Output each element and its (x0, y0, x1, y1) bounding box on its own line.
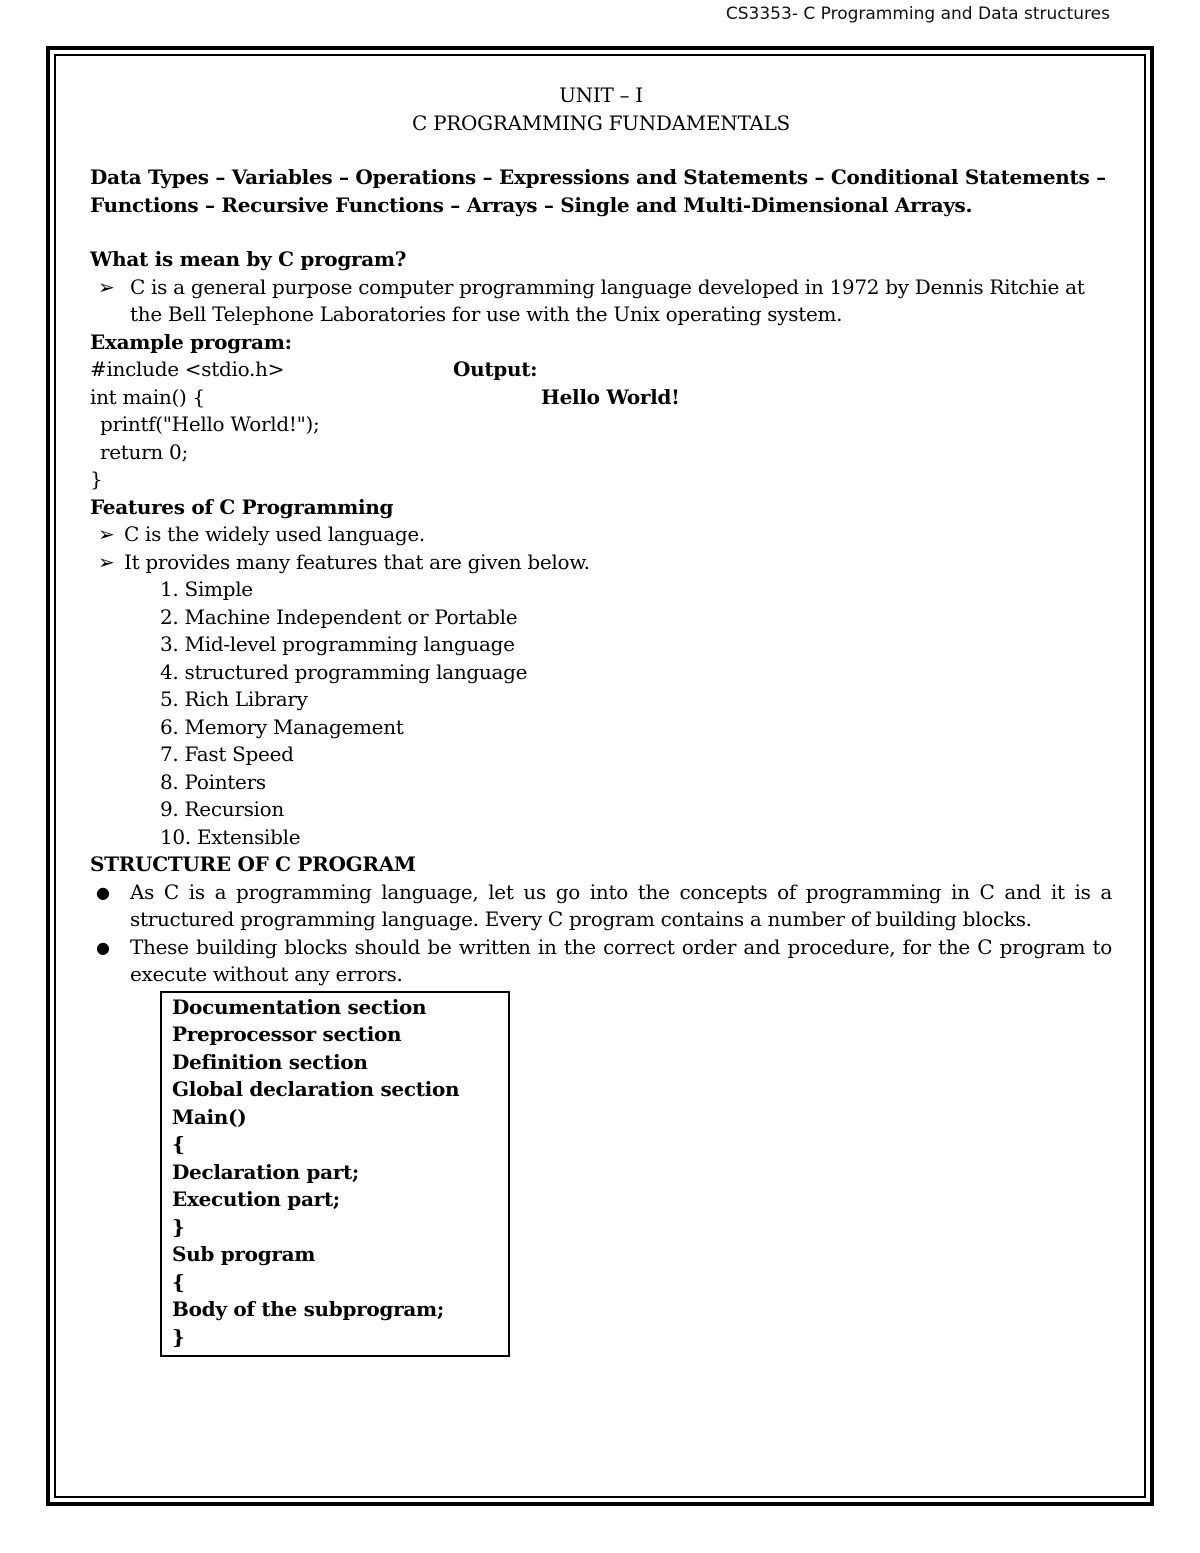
feature-item: 10. Extensible (160, 824, 301, 849)
program-structure-box (160, 991, 510, 1358)
structure-line: Documentation section (172, 994, 427, 1019)
document-body (90, 82, 1112, 1357)
structure-line: Preprocessor section (172, 1022, 402, 1046)
topics-line-1: Data Types – Variables – Operations – Expressions and Statements – Conditional Statements – (90, 165, 1106, 189)
what-is-c-body-2: the Bell Telephone Laboratories for use with the Unix operating system. (130, 302, 843, 326)
structure-line: { (172, 1132, 185, 1156)
structure-line: Body of the subprogram; (172, 1297, 444, 1321)
arrow-bullet-icon: ➢ (98, 522, 115, 546)
output-label: Output: (453, 357, 538, 381)
what-is-c-heading: What is mean by C program? (90, 247, 407, 271)
arrow-bullet-icon: ➢ (98, 274, 115, 299)
topics-line-2: Functions – Recursive Functions – Arrays – Single and Multi-Dimensional Arrays. (90, 192, 973, 217)
feature-item: 8. Pointers (160, 769, 266, 794)
structure-line: Global declaration section (172, 1077, 460, 1101)
output-value: Hello World! (541, 384, 680, 409)
round-bullet-icon: ● (96, 937, 110, 957)
structure-line: Main() (172, 1104, 247, 1129)
structure-bullet: ● As C is a programming language, let us go into the concepts of programming in C and it is a structured programming language. Every C program contains a number of building blocks. (90, 879, 1112, 934)
page-header: CS3353- C Programming and Data structures (725, 4, 1110, 24)
what-is-c-item (90, 274, 1112, 329)
what-is-c-body-1: C is a general purpose computer programming language developed in 1972 by Dennis Ritchie at (130, 274, 1085, 299)
structure-line: Execution part; (172, 1187, 340, 1211)
feature-item: 6. Memory Management (160, 714, 404, 739)
structure-line: } (172, 1324, 185, 1349)
example-heading: Example program: (90, 329, 292, 354)
round-bullet-icon: ● (96, 882, 110, 902)
unit-title: C PROGRAMMING FUNDAMENTALS (412, 110, 790, 135)
structure-bullet: ● These building blocks should be written in the correct order and procedure, for the C program to execute without any errors. (90, 934, 1112, 989)
structure-heading: STRUCTURE OF C PROGRAM (90, 852, 416, 876)
features-intro-item: ➢ It provides many features that are given below. (90, 549, 1112, 577)
feature-item: 3. Mid-level programming language (160, 632, 515, 656)
arrow-bullet-icon: ➢ (98, 549, 115, 574)
code-line: return 0; (100, 439, 188, 464)
feature-item: 4. structured programming language (160, 659, 528, 684)
feature-item: 5. Rich Library (160, 687, 308, 711)
structure-line: { (172, 1269, 185, 1294)
feature-item: 2. Machine Independent or Portable (160, 604, 518, 629)
code-line: int main() { Hello World! (90, 384, 1112, 412)
feature-item: 7. Fast Speed (160, 742, 294, 766)
feature-item: 1. Simple (160, 577, 253, 601)
features-intro-item: ➢ C is the widely used language. (90, 521, 1112, 549)
unit-number: UNIT – I (559, 83, 643, 107)
structure-line: Sub program (172, 1242, 316, 1266)
code-line: #include <stdio.h> Output: (90, 356, 1112, 384)
structure-line: Definition section (172, 1049, 368, 1074)
structure-line: } (172, 1214, 185, 1239)
structure-line: Declaration part; (172, 1159, 359, 1184)
code-line: } (90, 467, 103, 491)
features-heading: Features of C Programming (90, 494, 394, 519)
code-line: printf("Hello World!"); (100, 412, 320, 436)
feature-item: 9. Recursion (160, 797, 284, 821)
